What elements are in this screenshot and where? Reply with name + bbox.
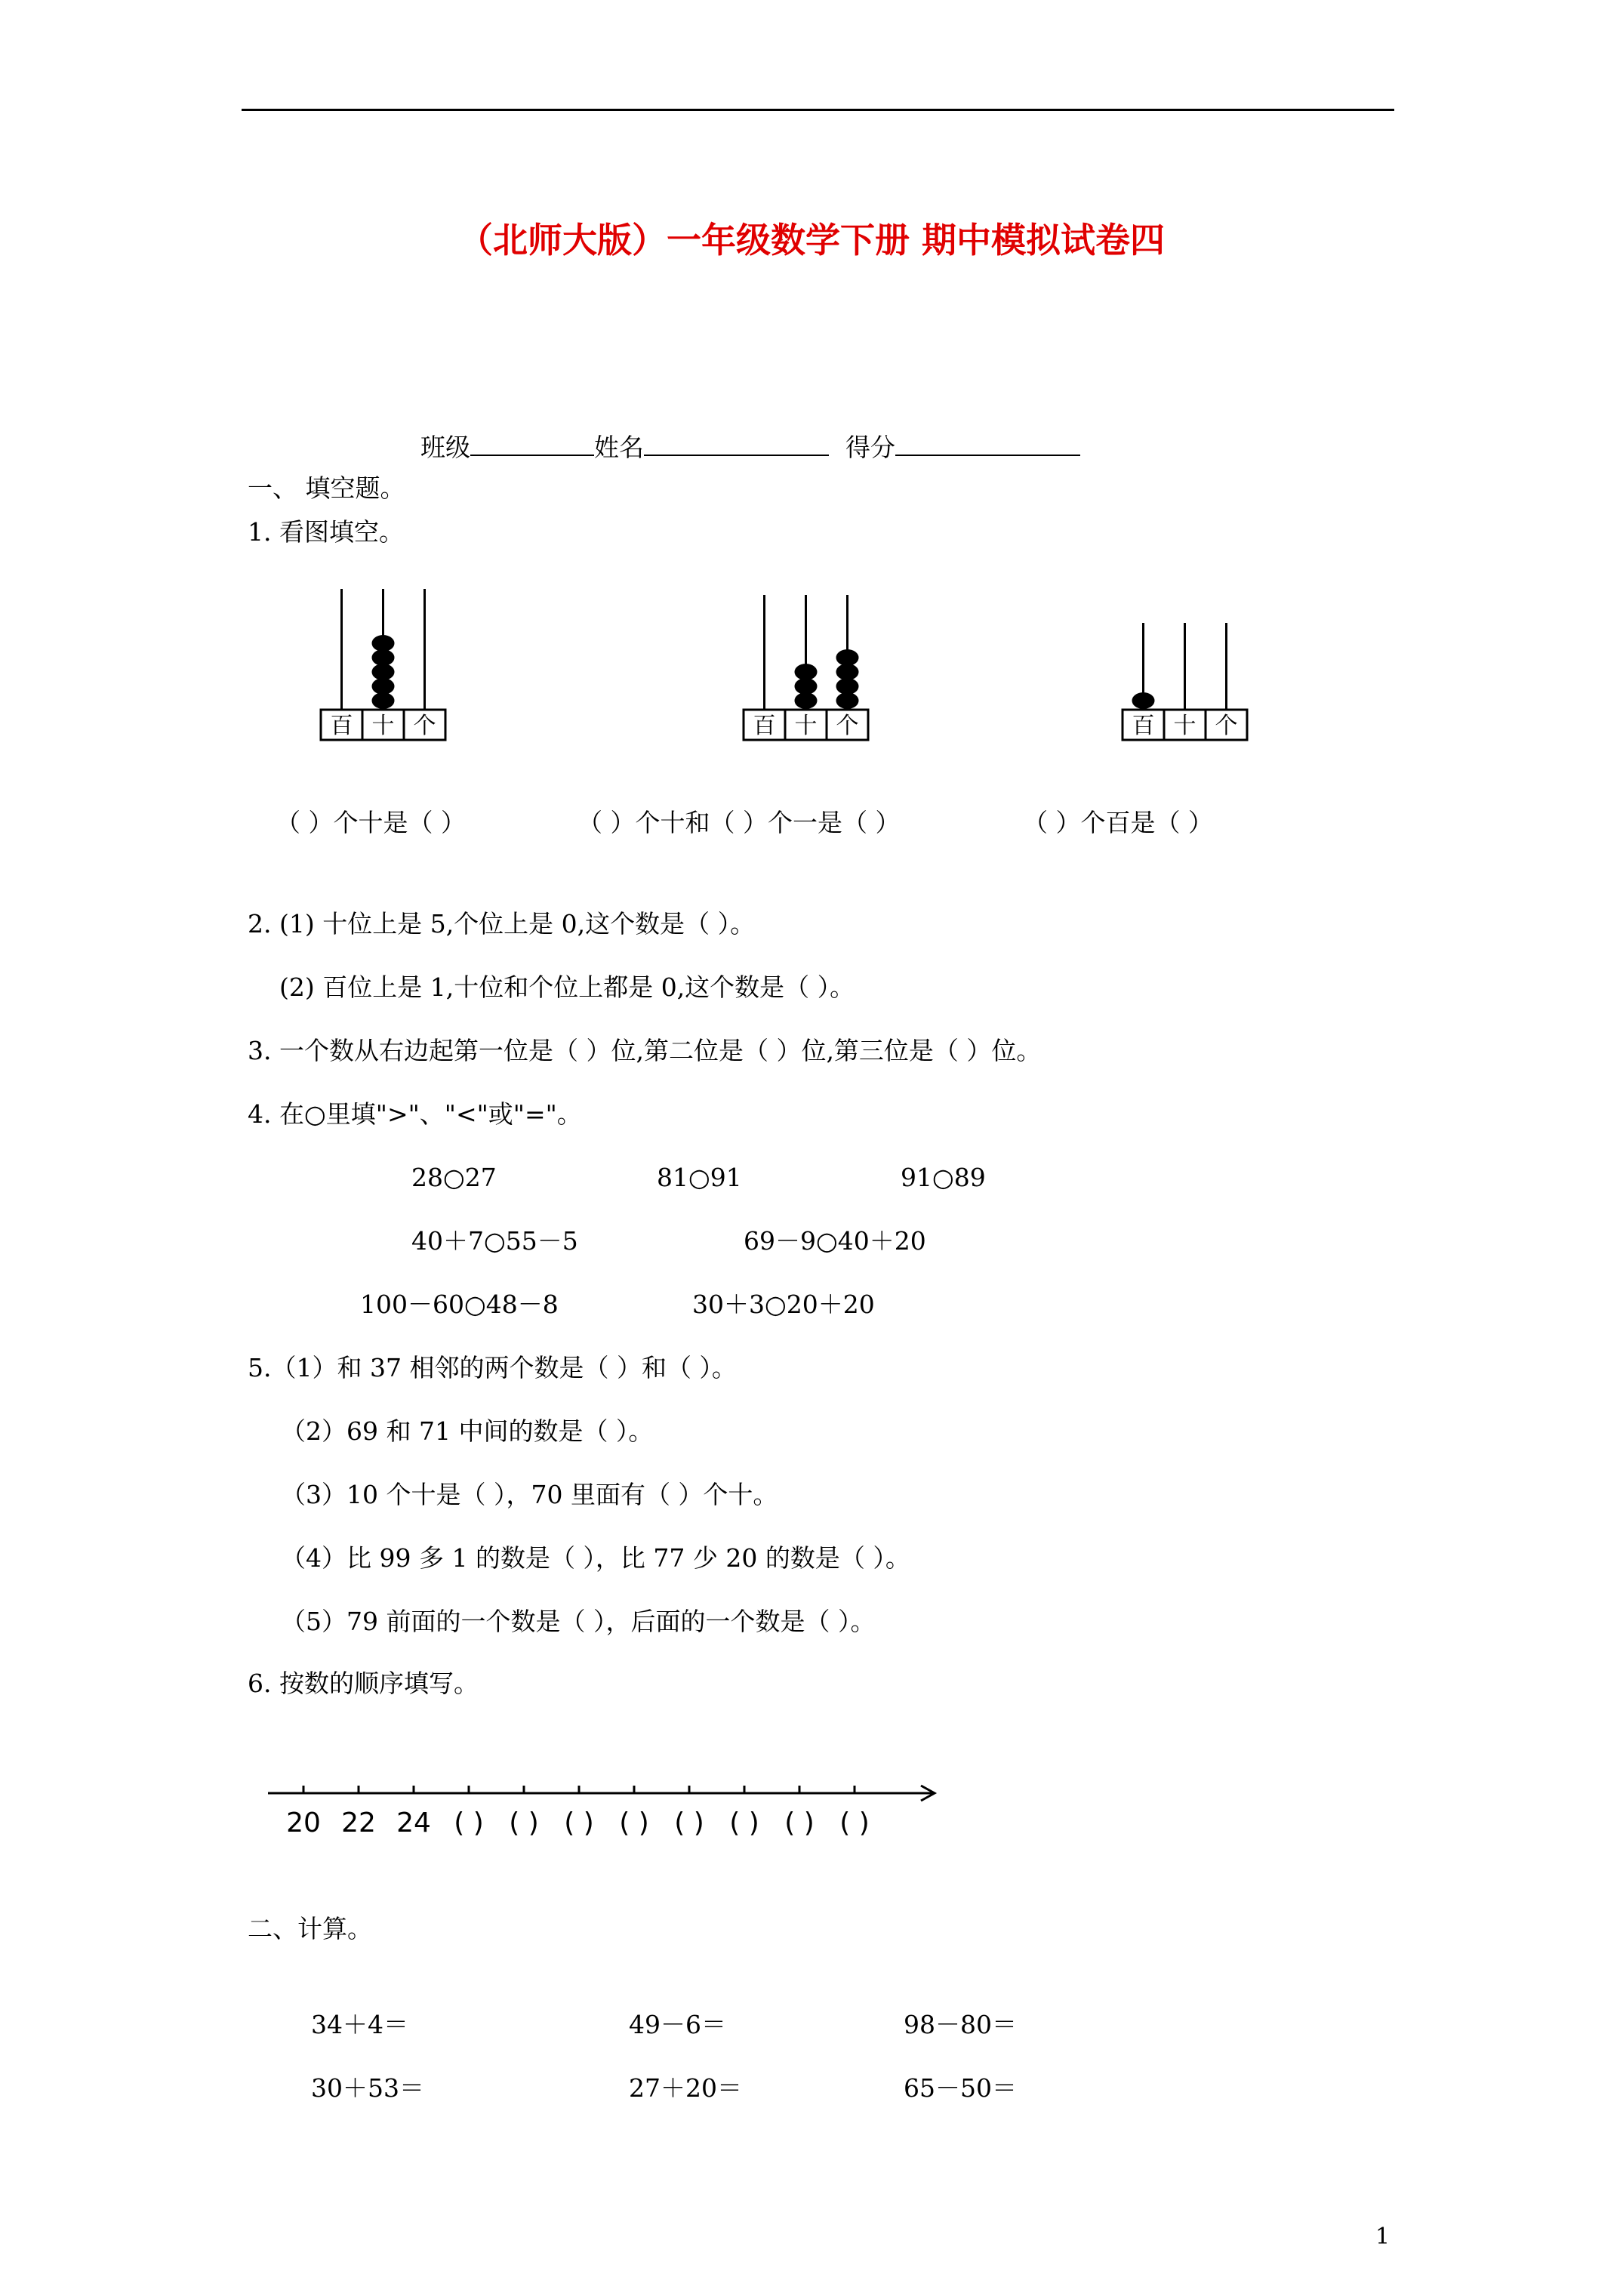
top-rule — [242, 109, 1394, 111]
abacus-bead — [372, 635, 395, 652]
abacus-bead — [372, 678, 395, 695]
q3: 3. 一个数从右边起第一位是（ ）位,第二位是（ ）位,第三位是（ ）位。 — [248, 1036, 1042, 1065]
q5-line2: （2）69 和 71 中间的数是（ ）。 — [281, 1416, 654, 1446]
abacus-1 — [321, 589, 445, 740]
score-label: 得分 — [845, 433, 895, 462]
number-line-label: 20 — [286, 1808, 321, 1838]
abacus-bead — [836, 692, 859, 709]
q2-line2: (2) 百位上是 1,十位和个位上都是 0,这个数是（ ）。 — [279, 972, 855, 1002]
q4-item: 28○27 — [411, 1163, 497, 1192]
abacus-place-label: 个 — [836, 713, 859, 739]
q1-answer-2: （ ）个十和（ ）个一是（ ） — [577, 808, 901, 837]
abacus-bead — [836, 664, 859, 680]
q4-item: 91○89 — [901, 1163, 986, 1192]
number-line — [257, 1767, 951, 1850]
abacus-bead — [836, 649, 859, 666]
page-title: （北师大版）一年级数学下册 期中模拟试卷四 — [457, 220, 1165, 260]
abacus-place-label: 十 — [794, 713, 818, 739]
name-label: 姓名 — [594, 433, 644, 462]
q5-line3: （3）10 个十是（ ），70 里面有（ ）个十。 — [281, 1480, 778, 1509]
q4-item: 40＋7○55－5 — [411, 1226, 578, 1256]
number-line-blank[interactable]: ( ) — [839, 1808, 870, 1838]
abacus-figures — [0, 589, 1623, 763]
abacus-bead — [795, 678, 818, 695]
abacus-bead — [372, 692, 395, 709]
calc-item: 49－6＝ — [629, 2010, 726, 2039]
number-line-label: 22 — [341, 1808, 376, 1838]
q5-line1: 5.（1）和 37 相邻的两个数是（ ）和（ ）。 — [248, 1353, 737, 1382]
score-field[interactable] — [895, 432, 1080, 456]
name-field[interactable] — [644, 432, 829, 456]
abacus-bead — [372, 664, 395, 680]
calc-item: 27＋20＝ — [629, 2073, 742, 2103]
calc-item: 65－50＝ — [904, 2073, 1017, 2103]
abacus-bead — [795, 692, 818, 709]
abacus-place-label: 百 — [1132, 713, 1155, 739]
q1-answer-1: （ ）个十是（ ） — [276, 808, 466, 837]
student-info-header — [420, 432, 1080, 463]
q4-item: 30＋3○20＋20 — [692, 1290, 875, 1319]
q1-answer-3: （ ）个百是（ ） — [1023, 808, 1213, 837]
q4-label: 4. 在○里填">"、"<"或"="。 — [248, 1099, 582, 1129]
number-line-blank[interactable]: ( ) — [454, 1808, 484, 1838]
abacus-place-label: 百 — [330, 713, 353, 739]
q1-label: 1. 看图填空。 — [248, 517, 404, 547]
abacus-place-label: 个 — [1215, 713, 1238, 739]
number-line-blank[interactable]: ( ) — [729, 1808, 759, 1838]
calc-item: 30＋53＝ — [311, 2073, 424, 2103]
section2-heading: 二、计算。 — [248, 1914, 372, 1943]
number-line-blank[interactable]: ( ) — [619, 1808, 649, 1838]
number-line-blank[interactable]: ( ) — [784, 1808, 815, 1838]
abacus-place-label: 百 — [753, 713, 776, 739]
q5-line4: （4）比 99 多 1 的数是（ ），比 77 少 20 的数是（ ）。 — [281, 1543, 910, 1573]
class-label: 班级 — [420, 433, 470, 462]
number-line-blank[interactable]: ( ) — [509, 1808, 539, 1838]
number-line-blank[interactable]: ( ) — [674, 1808, 704, 1838]
q5-line5: （5）79 前面的一个数是（ ），后面的一个数是（ ）。 — [281, 1607, 876, 1636]
abacus-bead — [836, 678, 859, 695]
q2-line1: 2. (1) 十位上是 5,个位上是 0,这个数是（ ）。 — [248, 909, 756, 938]
page-number: 1 — [1375, 2224, 1390, 2250]
q4-item: 69－9○40＋20 — [744, 1226, 926, 1256]
abacus-3 — [1123, 623, 1247, 740]
q4-item: 100－60○48－8 — [360, 1290, 559, 1319]
abacus-place-label: 十 — [1173, 713, 1196, 739]
abacus-2 — [744, 595, 868, 740]
q4-item: 81○91 — [657, 1163, 742, 1192]
abacus-bead — [1132, 692, 1155, 709]
abacus-place-label: 十 — [371, 713, 395, 739]
calc-item: 98－80＝ — [904, 2010, 1017, 2039]
class-field[interactable] — [470, 432, 594, 456]
abacus-bead — [795, 664, 818, 680]
abacus-place-label: 个 — [413, 713, 436, 739]
abacus-bead — [372, 649, 395, 666]
calc-item: 34＋4＝ — [311, 2010, 408, 2039]
number-line-label: 24 — [396, 1808, 431, 1838]
section1-heading: 一、 填空题。 — [248, 473, 405, 503]
q6-label: 6. 按数的顺序填写。 — [248, 1669, 479, 1698]
number-line-blank[interactable]: ( ) — [564, 1808, 594, 1838]
